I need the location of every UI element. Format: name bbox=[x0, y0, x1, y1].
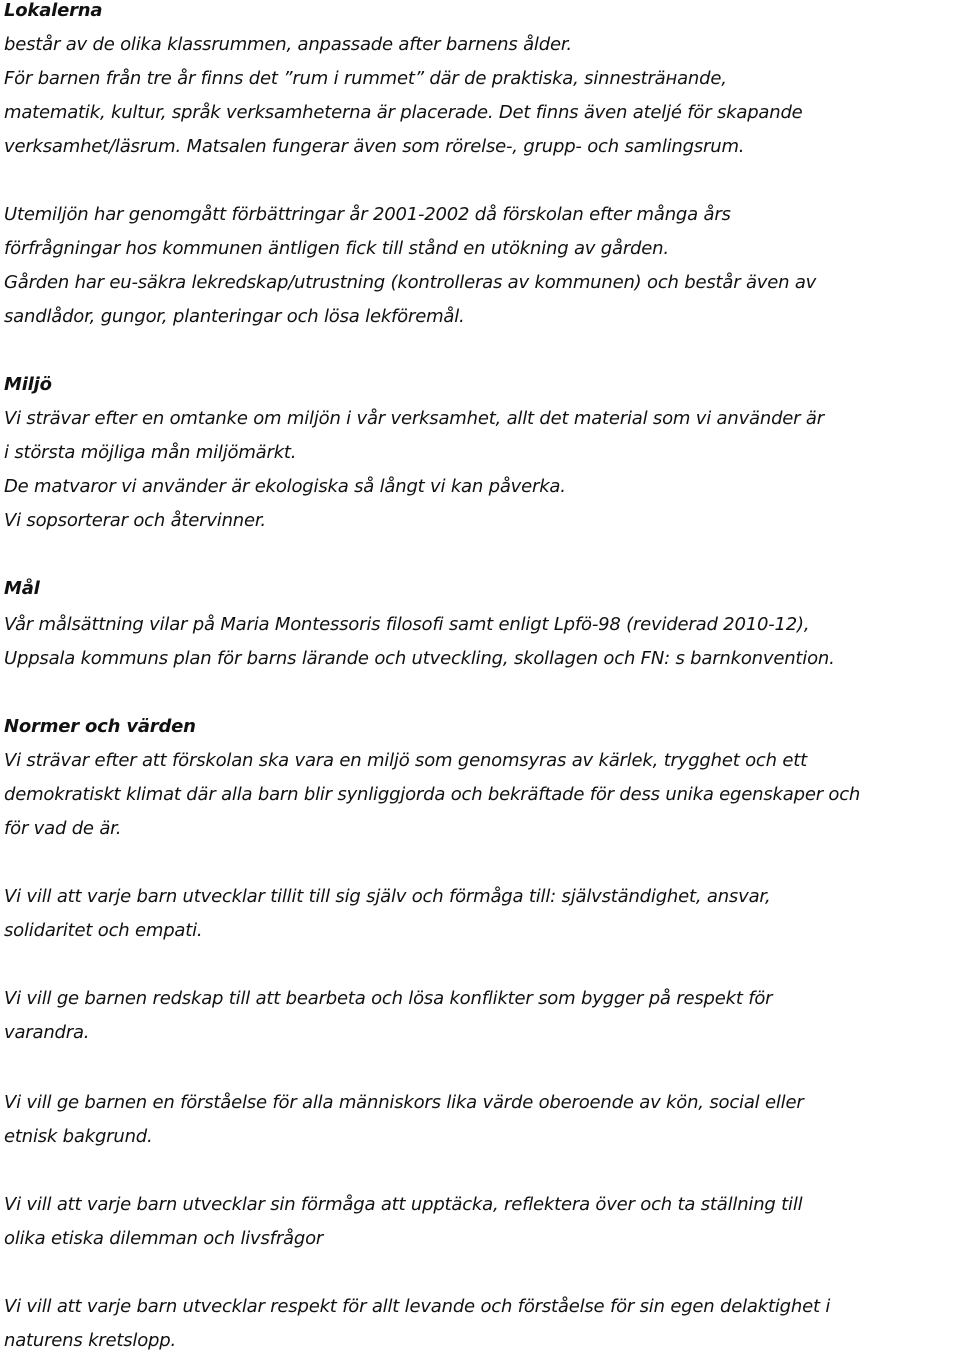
lokalerna-line-4: verksamhet/läsrum. Matsalen fungerar även som rörelse-, grupp- och samlingsrum. bbox=[4, 136, 745, 157]
normer-line-3: för vad de är. bbox=[4, 818, 122, 839]
miljo-line-3: De matvaror vi använder är ekologiska så långt vi kan påverka. bbox=[4, 476, 566, 497]
miljo-line-2: i största möjliga mån miljömärkt. bbox=[4, 442, 297, 463]
lokalerna-line-2: För barnen från tre år finns det ”rum i rummet” där de praktiska, sinnesträнande, bbox=[4, 68, 727, 89]
heading-mal: Mål bbox=[4, 578, 40, 599]
normer-line-9: etnisk bakgrund. bbox=[4, 1126, 153, 1147]
normer-line-5: solidaritet och empati. bbox=[4, 920, 203, 941]
heading-normer: Normer och värden bbox=[4, 716, 196, 737]
utemiljo-line-3: Gården har eu-säkra lekredskap/utrustning (kontrolleras av kommunen) och består även av bbox=[4, 272, 817, 293]
normer-line-12: Vi vill att varje barn utvecklar respekt för allt levande och förståelse för sin egen delaktighet i bbox=[4, 1296, 831, 1317]
lokalerna-line-1: består av de olika klassrummen, anpassade after barnens ålder. bbox=[4, 34, 572, 55]
normer-line-4: Vi vill att varje barn utvecklar tillit till sig själv och förmåga till: självständighet, ansvar, bbox=[4, 886, 771, 907]
miljo-line-1: Vi strävar efter en omtanke om miljön i vår verksamhet, allt det material som vi använder är bbox=[4, 408, 824, 429]
miljo-line-4: Vi sopsorterar och återvinner. bbox=[4, 510, 266, 531]
mal-line-2: Uppsala kommuns plan för barns lärande och utveckling, skollagen och FN: s barnkonvention. bbox=[4, 648, 835, 669]
heading-lokalerna: Lokalerna bbox=[4, 0, 103, 21]
utemiljo-line-1: Utemiljön har genomgått förbättringar år 2001-2002 då förskolan efter många års bbox=[4, 204, 731, 225]
normer-line-8: Vi vill ge barnen en förståelse för alla människors lika värde oberoende av kön, social eller bbox=[4, 1092, 804, 1113]
normer-line-13: naturens kretslopp. bbox=[4, 1330, 177, 1351]
utemiljo-line-4: sandlådor, gungor, planteringar och lösa lekföremål. bbox=[4, 306, 465, 327]
heading-miljo: Miljö bbox=[4, 374, 52, 395]
normer-line-10: Vi vill att varje barn utvecklar sin förmåga att upptäcka, reflektera över och ta ställning till bbox=[4, 1194, 803, 1215]
mal-line-1: Vår målsättning vilar på Maria Montessoris filosofi samt enligt Lpfö-98 (reviderad 2010-12), bbox=[4, 614, 810, 635]
normer-line-1: Vi strävar efter att förskolan ska vara en miljö som genomsyras av kärlek, trygghet och ett bbox=[4, 750, 807, 771]
lokalerna-line-3: matematik, kultur, språk verksamheterna är placerade. Det finns även ateljé för skapande bbox=[4, 102, 803, 123]
normer-line-7: varandra. bbox=[4, 1022, 90, 1043]
normer-line-11: olika etiska dilemman och livsfrågor bbox=[4, 1228, 324, 1249]
normer-line-6: Vi vill ge barnen redskap till att bearbeta och lösa konflikter som bygger på respekt för bbox=[4, 988, 773, 1009]
normer-line-2: demokratiskt klimat där alla barn blir synliggjorda och bekräftade för dess unika egenskaper och bbox=[4, 784, 861, 805]
utemiljo-line-2: förfrågningar hos kommunen äntligen fick till stånd en utökning av gården. bbox=[4, 238, 669, 259]
